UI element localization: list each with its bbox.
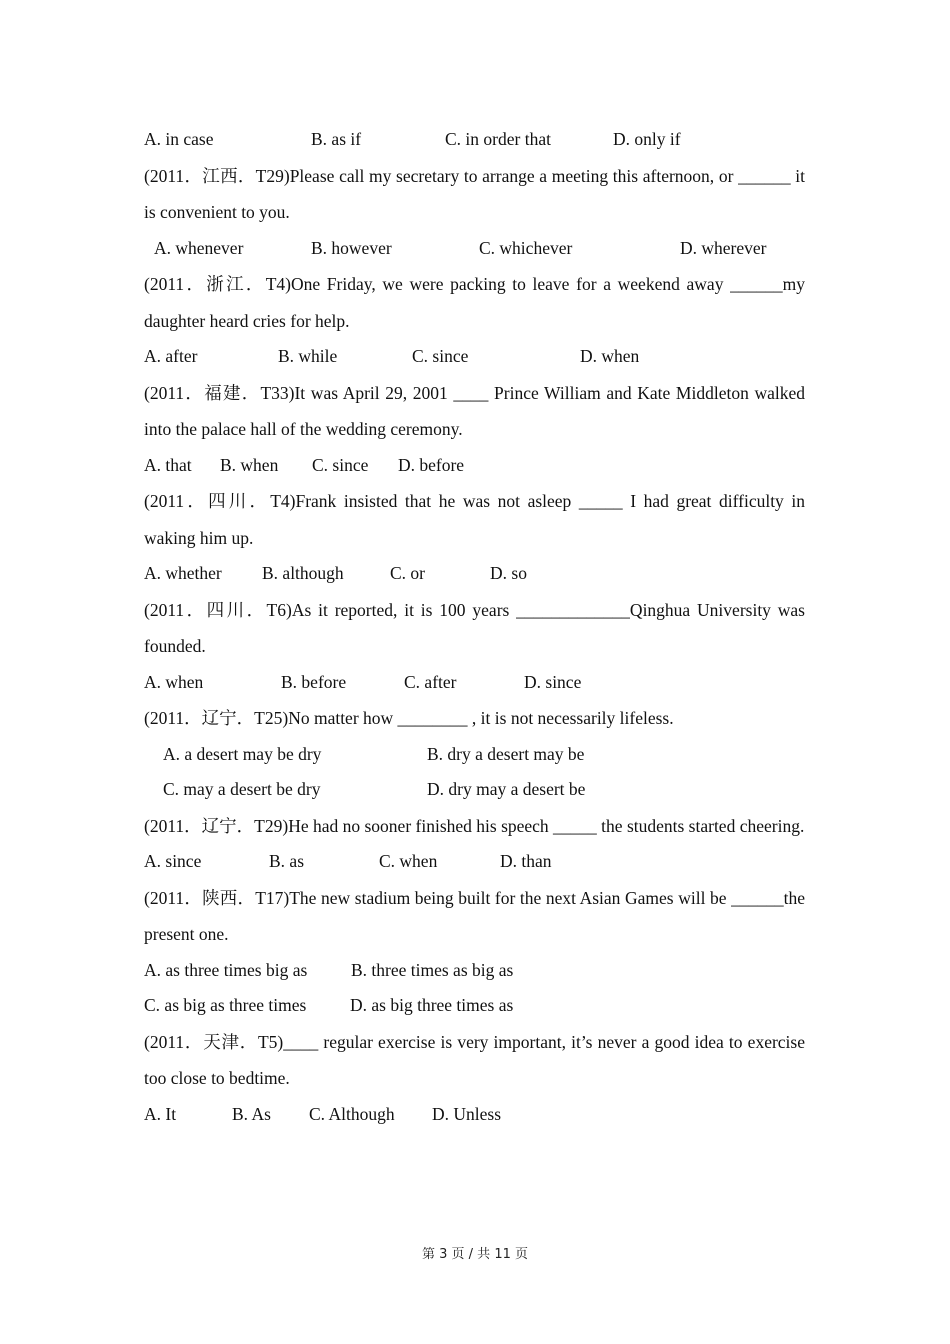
answer-option: A. that (144, 454, 192, 475)
question-stem: (2011．江西．T29)Please call my secretary to arrange a meeting this afternoon, or ______ it is convenient to you. (144, 165, 805, 222)
answer-option: C. may a desert be dry (163, 779, 321, 799)
options-row (144, 953, 805, 989)
question-list (144, 122, 805, 1132)
question-item (144, 122, 805, 158)
answer-option: A. whenever (154, 237, 244, 258)
options-row (144, 665, 805, 701)
answer-option: D. than (500, 851, 552, 871)
options-row (144, 737, 805, 773)
question-stem: (2011．辽宁．T29)He had no sooner finished his speech _____ the students started cheering. (144, 815, 805, 836)
options-row (144, 122, 805, 158)
options-row (144, 231, 805, 267)
options-row (144, 339, 805, 375)
answer-option: B. however (311, 237, 392, 258)
answer-option: C. Although (309, 1103, 395, 1124)
answer-option: C. whichever (479, 237, 573, 258)
answer-option: B. while (278, 346, 338, 366)
answer-option: B. when (220, 454, 279, 475)
answer-option: D. Unless (432, 1103, 502, 1124)
answer-option: D. when (580, 346, 640, 366)
answer-option: D. only if (613, 129, 681, 149)
answer-option: D. wherever (680, 237, 767, 258)
answer-option: A. It (144, 1103, 177, 1124)
answer-option: C. in order that (445, 129, 551, 149)
question-item (144, 375, 805, 484)
question-item (144, 700, 805, 808)
answer-option: B. dry a desert may be (427, 743, 585, 764)
answer-option: B. as if (311, 129, 362, 149)
question-stem: (2011．陕西．T17)The new stadium being built for the next Asian Games will be ______the present one. (144, 887, 805, 944)
answer-option: A. when (144, 671, 204, 692)
options-row (144, 1097, 805, 1133)
answer-option: B. three times as big as (351, 959, 514, 980)
question-item (144, 1024, 805, 1133)
answer-option: D. since (524, 671, 582, 692)
answer-option: C. when (379, 851, 438, 871)
answer-option: C. or (390, 563, 425, 583)
answer-option: B. As (232, 1103, 271, 1124)
answer-option: C. since (312, 454, 369, 475)
question-stem: (2011．辽宁．T25)No matter how ________ , it is not necessarily lifeless. (144, 708, 674, 728)
question-item (144, 266, 805, 375)
options-row (144, 448, 805, 484)
answer-option: A. since (144, 851, 202, 871)
answer-option: D. dry may a desert be (427, 779, 586, 799)
answer-option: D. before (398, 454, 465, 475)
options-row (144, 556, 805, 592)
question-stem: (2011．四川．T6)As it reported, it is 100 years _____________Qinghua University was founded. (144, 599, 805, 656)
question-item (144, 483, 805, 592)
question-stem: (2011．四川．T4)Frank insisted that he was not asleep _____ I had great difficulty in waking him up. (144, 491, 805, 548)
answer-option: D. so (490, 563, 527, 583)
question-stem: (2011．福建．T33)It was April 29, 2001 ____ Prince William and Kate Middleton walked into the palace hall of the wedding ceremony. (144, 382, 805, 439)
page-footer: 第 3 页 / 共 11 页 (422, 1247, 528, 1262)
answer-option: B. although (262, 563, 344, 583)
answer-option: C. since (412, 346, 469, 366)
options-row (144, 844, 805, 880)
question-stem: (2011．浙江．T4)One Friday, we were packing to leave for a weekend away ______my daughter heard cries for help. (144, 274, 805, 331)
question-item (144, 808, 805, 880)
answer-option: A. as three times big as (144, 959, 308, 980)
answer-option: A. a desert may be dry (163, 743, 322, 764)
answer-option: C. as big as three times (144, 995, 307, 1015)
answer-option: A. after (144, 346, 198, 366)
answer-option: A. in case (144, 129, 214, 149)
answer-option: B. before (281, 671, 347, 692)
answer-option: C. after (404, 671, 457, 692)
question-item (144, 158, 805, 267)
question-stem: (2011．天津．T5)____ regular exercise is very important, it’s never a good idea to exercise too close to bedtime. (144, 1031, 805, 1088)
question-item (144, 592, 805, 701)
options-row (144, 772, 805, 808)
answer-option: D. as big three times as (350, 995, 514, 1015)
answer-option: B. as (269, 851, 304, 871)
options-row (144, 988, 805, 1024)
question-item (144, 880, 805, 1024)
answer-option: A. whether (144, 563, 222, 583)
